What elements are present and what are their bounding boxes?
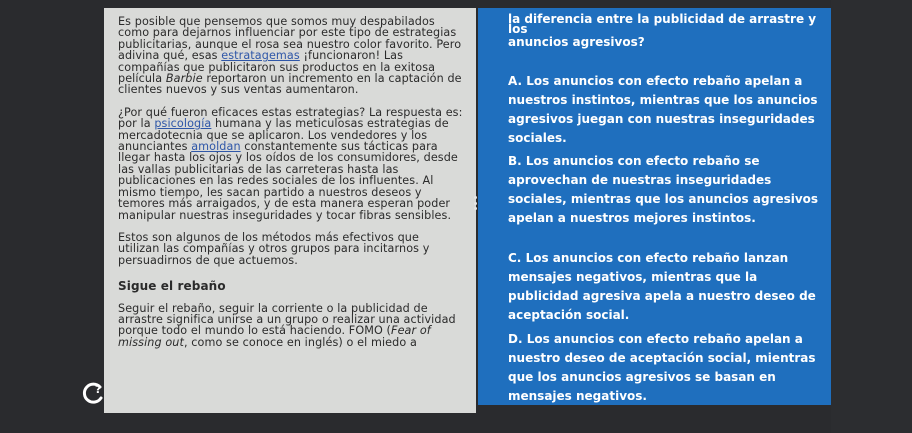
paragraph-text: constantemente sus tácticas para llegar hasta los ojos y los oídos de los consumidores, desde las vallas publicitarias de las carreteras hasta las publicaciones en las redes sociales de los influentes. Al mismo tiempo, les sacan partido a nuestros deseos y temores más arraigados, y de esta manera esperan poder manipular nuestras inseguridades y tocar fibras sensibles. [118,140,458,222]
vocab-link-psicologia[interactable]: psicología [154,117,212,131]
question-stem-text: anuncios agresivos? [508,35,645,49]
answer-option-a[interactable] [508,72,826,148]
italic-text: Fear of missing out [118,324,431,349]
paragraph-2 [118,107,463,221]
paragraph-text: reportaron un incremento en la captación de clientes nuevos y sus ventas aumentaron. [118,72,462,97]
paragraph-1 [118,16,463,96]
paragraph-text: ¡funcionaron! Las compañías que publicitaron sus productos en la exitosa película [118,49,436,86]
vocab-link-amoldan[interactable]: amoldan [191,140,241,154]
option-letter: A. [508,74,523,88]
option-text: Los anuncios con efecto rebaño lanzan mensajes negativos, mientras que la publicidad agresiva apela a nuestro deseo de aceptación social. [508,251,816,322]
paragraph-text: ¿Por qué fueron eficaces estas estrategias? La respuesta es: por la [118,105,463,131]
option-text: Los anuncios con efecto rebaño apelan a nuestros instintos, mientras que los anuncios agresivos juegan con nuestras inseguridades sociales. [508,74,818,145]
reading-passage-panel[interactable] [104,8,476,413]
option-text: Los anuncios con efecto rebaño apelan a nuestro deseo de aceptación social, mientras que los anuncios agresivos se basan en mensajes negativos. [508,332,816,403]
question-stem-top: la diferencia entre la publicidad de arrastre y los [508,12,817,36]
question-stem [508,12,828,52]
question-panel [478,8,831,405]
answer-option-b[interactable] [508,152,826,228]
reading-passage-text [118,16,463,348]
option-letter: B. [508,154,522,168]
answer-option-d[interactable] [508,330,826,406]
paragraph-text: , como se conoce en inglés) o el miedo a [183,335,417,349]
paragraph-text: Es posible que pensemos que somos muy despabilados como para dejarnos influenciar por este tipo de estrategias publicitarias, aunque el rosa sea nuestro color favorito. Pero adivina qué, esas [118,15,462,63]
option-letter: C. [508,251,522,265]
paragraph-text: Seguir el rebaño, seguir la corriente o la publicidad de arrastre significa unirse a un grupo o realizar una actividad porque todo el mundo lo está haciendo. FOMO ( [118,301,456,338]
italic-text: Barbie [165,72,203,86]
option-letter: D. [508,332,523,346]
question-hint-icon[interactable] [80,380,106,406]
paragraph-3: Estos son algunos de los métodos más efectivos que utilizan las compañías y otros grupos para incitarnos y persuadirnos de que actuemos. [118,230,430,267]
paragraph-text: humana y las meticulosas estrategias de mercadotecnia que se aplicaron. Los vendedores y los anunciantes [118,117,449,154]
answer-option-c[interactable] [508,249,826,325]
svg-text:?: ? [95,383,102,396]
vocab-link-estratagemas[interactable]: estratagemas [221,49,300,63]
option-text: Los anuncios con efecto rebaño se aprovechan de nuestras inseguridades sociales, mientras que los anuncios agresivos apelan a nuestros mejores instintos. [508,154,819,225]
screen-edge [831,0,912,433]
paragraph-4 [118,303,463,349]
section-heading: Sigue el rebaño [118,279,226,294]
